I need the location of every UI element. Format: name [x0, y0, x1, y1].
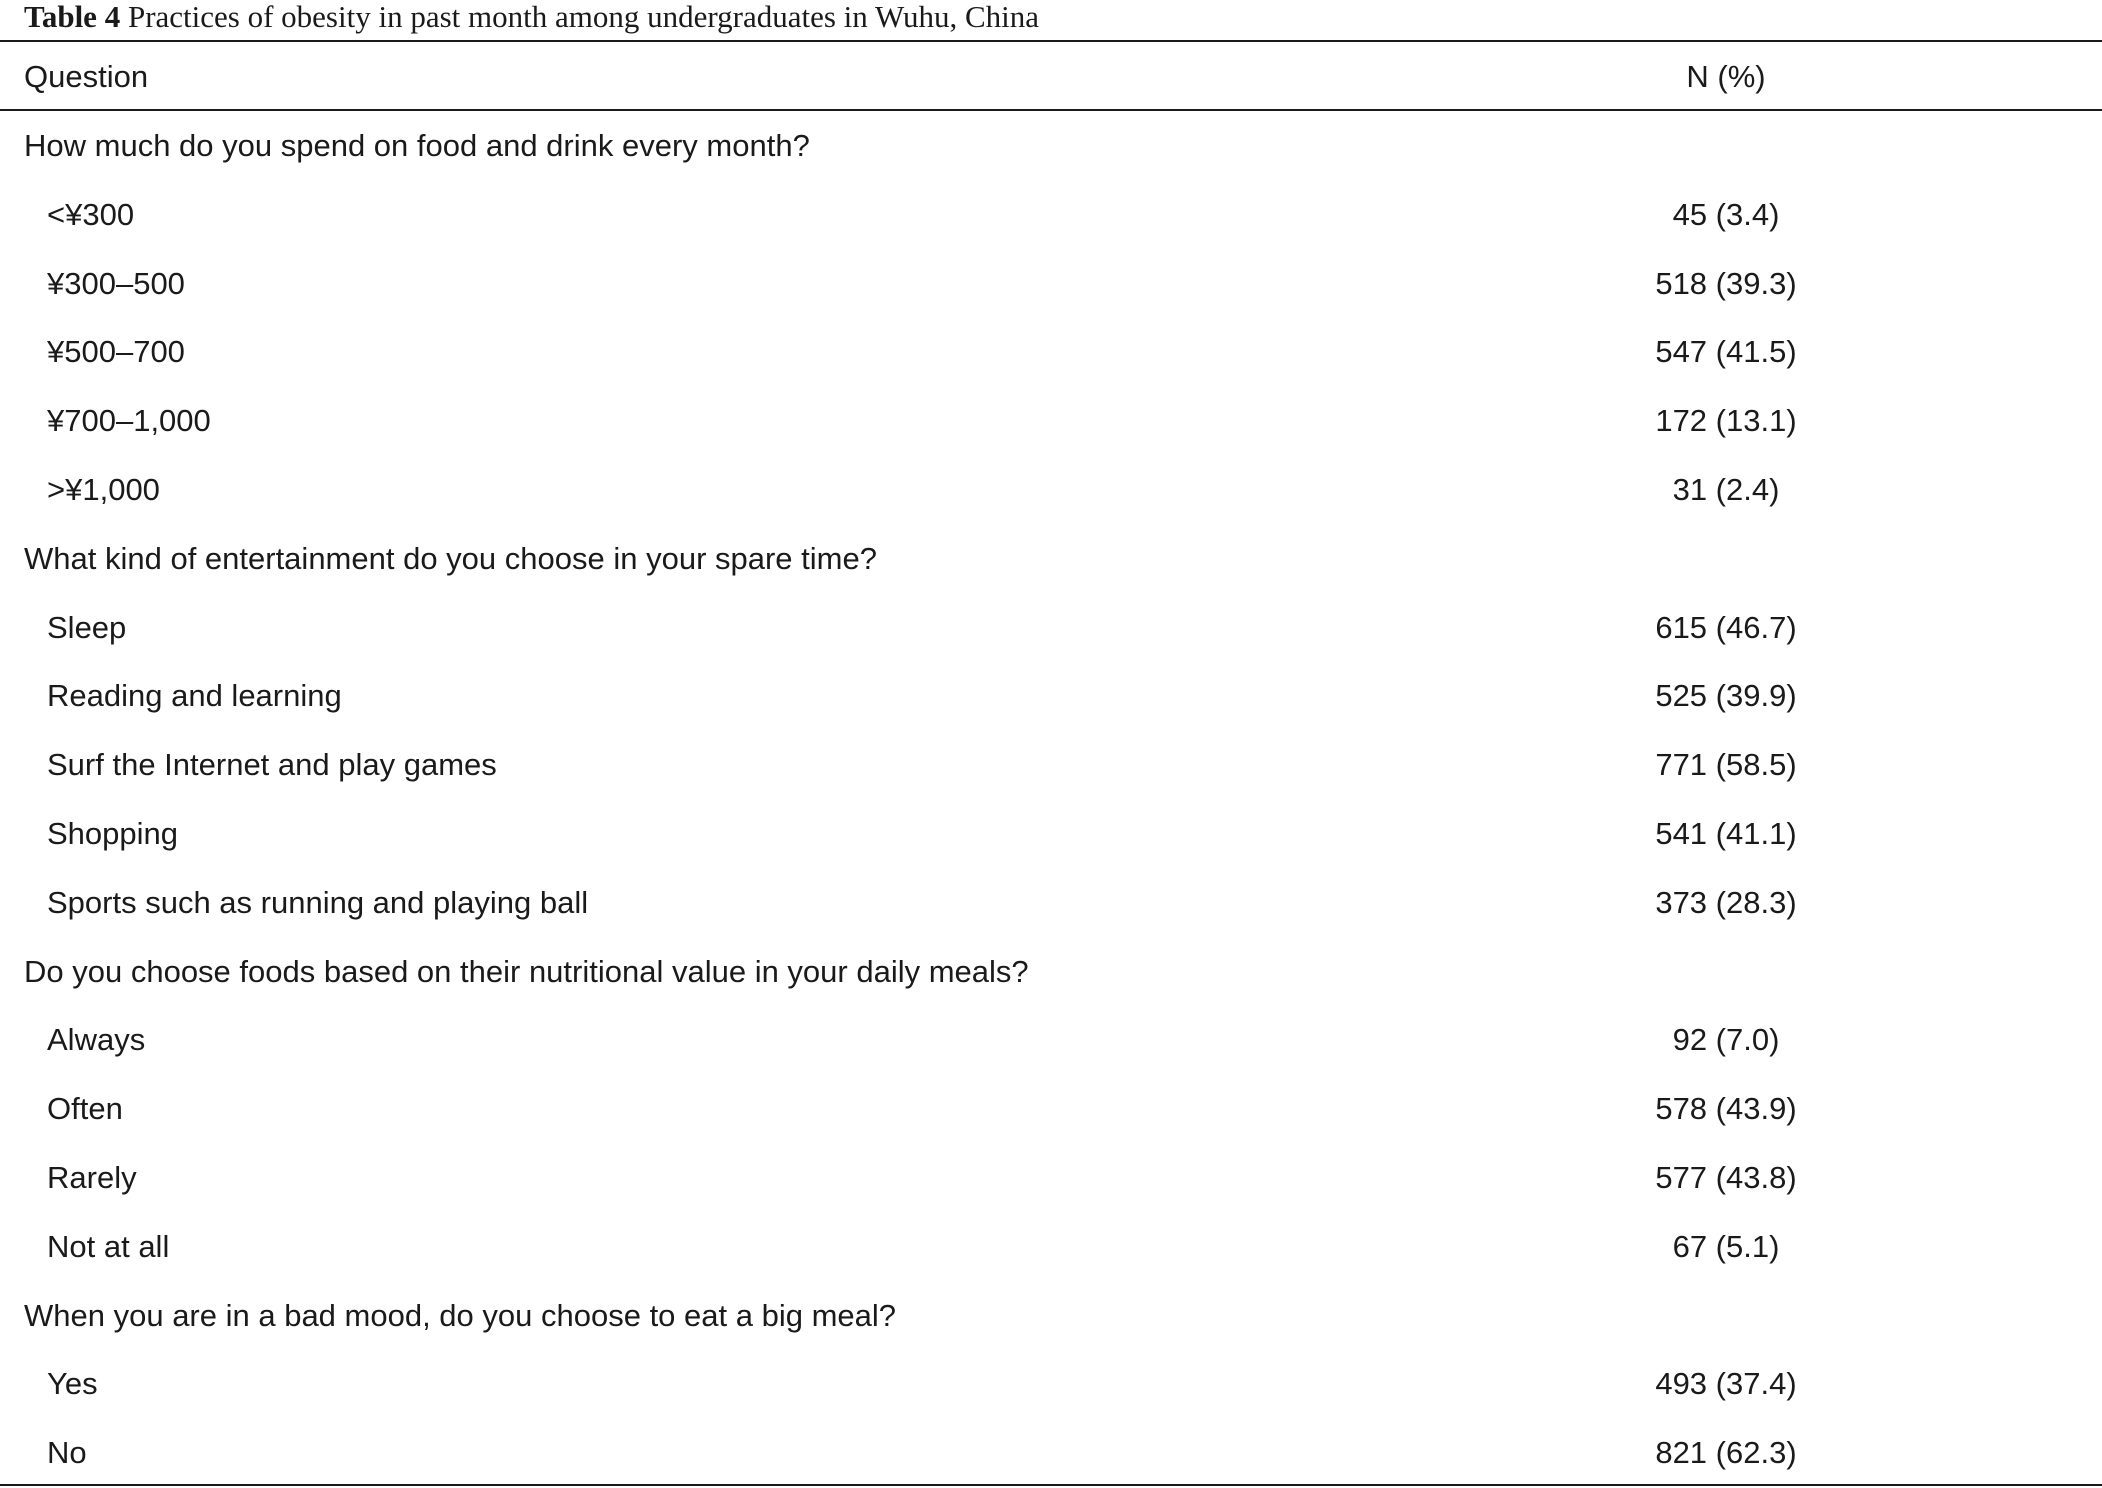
n-percent-value: 31 (2.4) — [1672, 472, 1780, 507]
question-text: Do you choose foods based on their nutritional value in your daily meals? — [24, 953, 1029, 989]
option-text: Yes — [47, 1366, 98, 1402]
option-text: Rarely — [47, 1160, 137, 1195]
n-percent-value: 172 (13.1) — [1655, 403, 1797, 439]
option-text: <¥300 — [47, 196, 135, 232]
table-caption-text: Practices of obesity in past month among undergraduates in Wuhu, China — [127, 0, 1040, 34]
option-text: Reading and learning — [47, 678, 342, 714]
n-percent-value: 67 (5.1) — [1672, 1228, 1780, 1264]
option-text: Sleep — [47, 609, 127, 645]
n-percent-value: 547 (41.5) — [1655, 334, 1797, 370]
n-percent-value: 541 (41.1) — [1655, 816, 1797, 851]
option-row — [0, 455, 2102, 524]
option-text: Always — [47, 1022, 146, 1058]
n-percent-value: 821 (62.3) — [1655, 1435, 1797, 1471]
option-text: No — [47, 1435, 87, 1471]
n-percent-value — [1624, 1281, 1828, 1350]
option-row — [0, 1418, 2102, 1487]
option-row — [0, 1143, 2102, 1212]
option-text: Surf the Internet and play games — [47, 747, 497, 783]
option-row — [0, 1005, 2102, 1074]
option-text: ¥700–1,000 — [47, 403, 211, 439]
n-percent-value: 493 (37.4) — [1655, 1366, 1797, 1402]
n-percent-value: 373 (28.3) — [1655, 884, 1797, 920]
option-row — [0, 661, 2102, 730]
option-row — [0, 317, 2102, 386]
option-row — [0, 249, 2102, 318]
option-text: Not at all — [47, 1228, 170, 1264]
n-percent-value — [1624, 937, 1828, 1006]
question-text: What kind of entertainment do you choose in your spare time? — [24, 540, 877, 576]
option-row — [0, 868, 2102, 937]
n-percent-value: 578 (43.9) — [1655, 1091, 1797, 1127]
question-row — [0, 1281, 2102, 1350]
n-percent-value: 92 (7.0) — [1672, 1022, 1780, 1058]
n-percent-value: 518 (39.3) — [1655, 265, 1797, 301]
option-row — [0, 730, 2102, 799]
n-percent-value: 771 (58.5) — [1655, 747, 1797, 783]
option-row — [0, 1074, 2102, 1143]
table-header-row — [0, 42, 2102, 111]
question-row — [0, 111, 2102, 180]
option-row — [0, 1212, 2102, 1281]
option-row — [0, 799, 2102, 868]
n-percent-value — [1624, 111, 1828, 180]
table-bottom-rule — [0, 1484, 2102, 1486]
option-text: Shopping — [47, 816, 179, 851]
option-text: >¥1,000 — [47, 472, 160, 507]
question-row — [0, 524, 2102, 593]
question-row — [0, 937, 2102, 1006]
table-caption-label: Table 4 — [24, 0, 121, 34]
table-caption — [24, 0, 1039, 36]
header-question: Question — [24, 59, 149, 94]
header-n-percent: N (%) — [1686, 59, 1766, 94]
option-row — [0, 386, 2102, 455]
n-percent-value: 525 (39.9) — [1655, 678, 1797, 714]
n-percent-value: 615 (46.7) — [1655, 609, 1797, 645]
option-row — [0, 180, 2102, 249]
n-percent-value: 45 (3.4) — [1672, 196, 1780, 232]
option-text: Often — [47, 1091, 123, 1127]
n-percent-value: 577 (43.8) — [1655, 1160, 1797, 1195]
option-text: ¥300–500 — [47, 265, 185, 301]
option-text: Sports such as running and playing ball — [47, 884, 589, 920]
question-text: How much do you spend on food and drink every month? — [24, 128, 810, 163]
question-text: When you are in a bad mood, do you choose to eat a big meal? — [24, 1297, 897, 1333]
option-row — [0, 593, 2102, 662]
option-row — [0, 1349, 2102, 1418]
n-percent-value — [1624, 524, 1828, 593]
option-text: ¥500–700 — [47, 334, 185, 370]
